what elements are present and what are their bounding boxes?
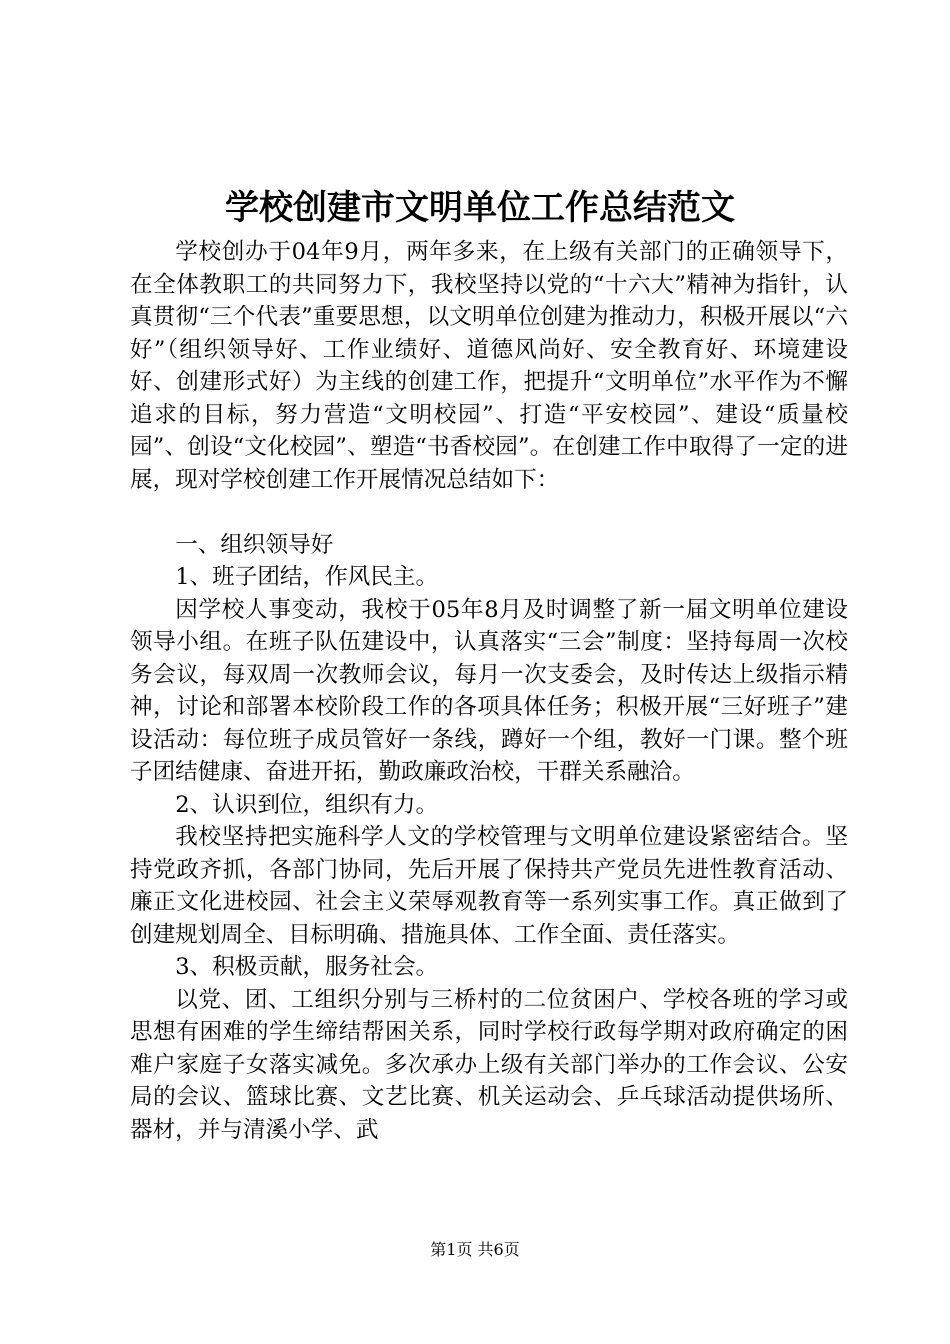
- subsection-paragraph-1: 因学校人事变动，我校于05年8月及时调整了新一届文明单位建设领导小组。在班子队伍建设中，认真落实“三会”制度：坚持每周一次校务会议，每双周一次教师会议，每月一次支委会，及时传达上级指示精神，讨论和部署本校阶段工作的各项具体任务；积极开展“三好班子”建设活动：每位班子成员管好一条线，蹲好一个组，教好一门课。整个班子团结健康、奋进开拓，勤政廉政治校，干群关系融洽。: [130, 596, 848, 785]
- paragraph-spacer: [130, 496, 848, 529]
- subsection-heading-2: 2、认识到位，组织有力。: [175, 791, 439, 818]
- section-heading: 一、组织领导好: [175, 531, 334, 558]
- subsection-paragraph-3: 以党、团、工组织分别与三桥村的二位贫困户、学校各班的学习或思想有困难的学生缔结帮困关系，同时学校行政每学期对政府确定的困难户家庭子女落实减免。多次承办上级有关部门举办的工作会议、公安局的会议、篮球比赛、文艺比赛、机关运动会、乒乓球活动提供场所、器材，并与清溪小学、武: [130, 986, 848, 1143]
- page-number-footer: 第1页 共6页: [430, 1240, 520, 1259]
- document-body: [130, 236, 848, 1146]
- subsection-heading-1: 1、班子团结，作风民主。: [175, 564, 439, 590]
- subsection-heading-3: 3、积极贡献，服务社会。: [175, 954, 439, 980]
- intro-paragraph: 学校创办于04年9月，两年多来，在上级有关部门的正确领导下，在全体教职工的共同努力下，我校坚持以党的“十六大”精神为指针，认真贯彻“三个代表”重要思想，以文明单位创建为推动力，积极开展以“六好”（组织领导好、工作业绩好、道德风尚好、安全教育好、环境建设好、创建形式好）为主线的创建工作，把提升“文明单位”水平作为不懈追求的目标，努力营造“文明校园”、打造“平安校园”、建设“质量校园”、创设“文化校园”、塑造“书香校园”。在创建工作中取得了一定的进展，现对学校创建工作开展情况总结如下：: [130, 239, 848, 493]
- document-title: 学校创建市文明单位工作总结范文: [225, 188, 735, 228]
- subsection-paragraph-2: 我校坚持把实施科学人文的学校管理与文明单位建设紧密结合。坚持党政齐抓，各部门协同，先后开展了保持共产党员先进性教育活动、廉正文化进校园、社会主义荣辱观教育等一系列实事工作。真正做到了创建规划周全、目标明确、措施具体、工作全面、责任落实。: [130, 824, 848, 948]
